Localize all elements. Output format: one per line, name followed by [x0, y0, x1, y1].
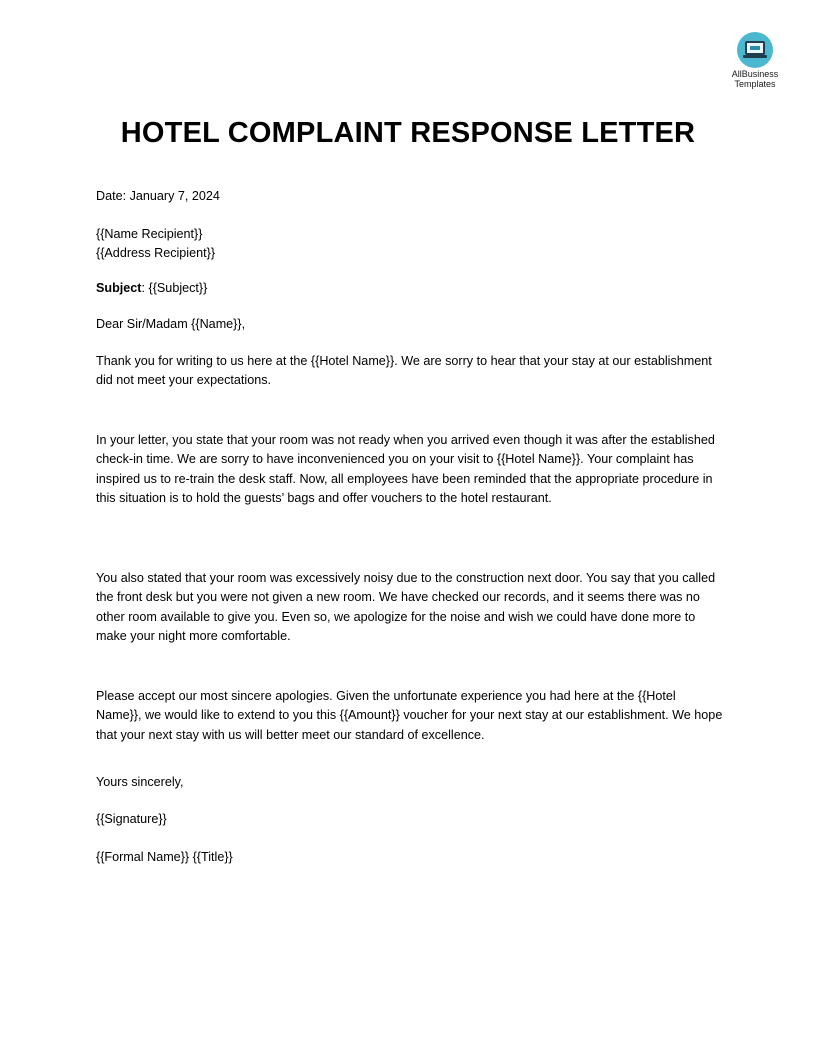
closing: Yours sincerely, [96, 775, 184, 789]
subject-value: : {{Subject}} [141, 281, 208, 295]
logo-text-line1: AllBusiness [731, 69, 779, 79]
logo-text [722, 69, 788, 89]
recipient-address: {{Address Recipient}} [96, 246, 216, 261]
laptop-icon [737, 32, 773, 68]
paragraph-intro: Thank you for writing to us here at the {{Hotel Name}}. We are sorry to hear that your stay at our establishment did not meet your expectations. [96, 354, 712, 388]
subject-label: Subject [96, 281, 142, 295]
recipient-block [96, 225, 724, 264]
subject-line [96, 279, 724, 298]
paragraph-apology-voucher: Please accept our most sincere apologies. Given the unfortunate experience you had here at the {{Hotel Name}}, we would like to extend to you this {{Amount}} voucher for your next stay at our establishment. We hope that your next stay with us will better meet our standard of excellence. [96, 689, 723, 742]
letter-title: HOTEL COMPLAINT RESPONSE LETTER [120, 117, 696, 149]
recipient-name: {{Name Recipient}} [96, 227, 203, 241]
allbusiness-templates-logo [722, 32, 788, 89]
paragraph-noise: You also stated that your room was excessively noisy due to the construction next door. You say that you called the front desk but you were not given a new room. We have checked our records, and it seems there was no other room available to give you. Even so, we apologize for the noise and wish we could have done more to make your night more comfortable. [96, 571, 716, 644]
formal-name-title: {{Formal Name}} {{Title}} [96, 850, 233, 864]
paragraph-room-not-ready: In your letter, you state that your room was not ready when you arrived even though it was after the established check-in time. We are sorry to have inconvenienced you on your visit to {{Hotel Name}}. Your complaint has inspired us to re-train the desk staff. Now, all employees have been reminded that the appropriate procedure in this situation is to hold the guests’ bags and offer vouchers to the hotel restaurant. [96, 433, 715, 506]
logo-text-line2: Templates [734, 79, 776, 89]
signature-placeholder: {{Signature}} [96, 812, 167, 826]
salutation: Dear Sir/Madam {{Name}}, [96, 317, 246, 331]
letter-date: Date: January 7, 2024 [96, 189, 220, 203]
